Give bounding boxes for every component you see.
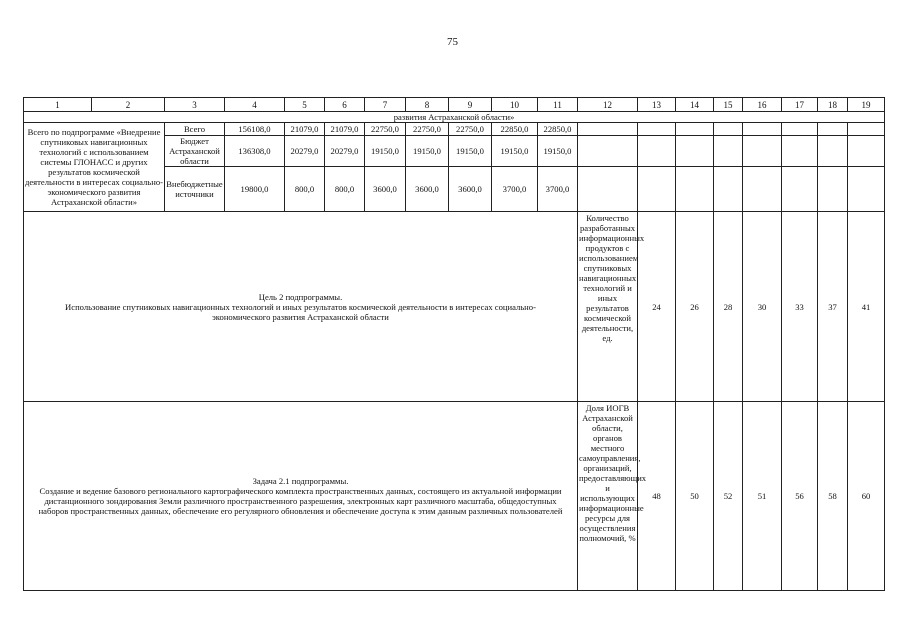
subprogram-title-row: [24, 112, 885, 123]
task-value: 56: [782, 402, 818, 591]
column-number: 19: [848, 98, 885, 112]
funding-value: 3700,0: [492, 167, 538, 212]
empty-cell: [848, 136, 885, 167]
empty-cell: [638, 123, 676, 136]
task-value: 58: [818, 402, 848, 591]
empty-cell: [848, 123, 885, 136]
goal-text: Использование спутниковых навигационных технологий и иных результатов космической деятельности в интересах социально-экономического развития Астраханской области: [65, 301, 536, 322]
empty-cell: [578, 123, 638, 136]
funding-value: 3600,0: [365, 167, 406, 212]
column-number: 12: [578, 98, 638, 112]
empty-cell: [782, 136, 818, 167]
funding-source: Внебюджетные источники: [165, 167, 225, 212]
funding-value: 19150,0: [492, 136, 538, 167]
column-number: 2: [92, 98, 165, 112]
goal-cell: [24, 212, 578, 402]
empty-cell: [848, 167, 885, 212]
empty-cell: [818, 167, 848, 212]
funding-value: 22750,0: [449, 123, 492, 136]
goal-value: 28: [714, 212, 743, 402]
empty-cell: [638, 136, 676, 167]
column-number: 9: [449, 98, 492, 112]
empty-cell: [818, 123, 848, 136]
empty-cell: [676, 123, 714, 136]
task-title: Задача 2.1 подпрограммы.: [252, 476, 349, 486]
funding-value: 136308,0: [225, 136, 285, 167]
page-number: 75: [447, 36, 458, 48]
column-number: 8: [406, 98, 449, 112]
task-value: 50: [676, 402, 714, 591]
goal-value: 37: [818, 212, 848, 402]
funding-value: 800,0: [285, 167, 325, 212]
column-number: 3: [165, 98, 225, 112]
funding-value: 3600,0: [449, 167, 492, 212]
subprogram-table: [23, 97, 885, 591]
empty-cell: [578, 136, 638, 167]
funding-value: 19150,0: [406, 136, 449, 167]
empty-cell: [818, 136, 848, 167]
column-number: 6: [325, 98, 365, 112]
task-value: 51: [743, 402, 782, 591]
column-number: 5: [285, 98, 325, 112]
column-number: 16: [743, 98, 782, 112]
column-number: 10: [492, 98, 538, 112]
goal-row: [24, 212, 885, 402]
goal-value: 24: [638, 212, 676, 402]
column-number: 1: [24, 98, 92, 112]
funding-source: Всего: [165, 123, 225, 136]
funding-value: 22850,0: [538, 123, 578, 136]
empty-cell: [782, 123, 818, 136]
funding-value: 22750,0: [365, 123, 406, 136]
task-value: 52: [714, 402, 743, 591]
empty-cell: [743, 136, 782, 167]
column-number: 13: [638, 98, 676, 112]
funding-value: 156108,0: [225, 123, 285, 136]
empty-cell: [578, 167, 638, 212]
column-number: 4: [225, 98, 285, 112]
empty-cell: [743, 167, 782, 212]
funding-value: 19800,0: [225, 167, 285, 212]
empty-cell: [714, 123, 743, 136]
goal-value: 30: [743, 212, 782, 402]
empty-cell: [714, 136, 743, 167]
column-number: 7: [365, 98, 406, 112]
empty-cell: [676, 167, 714, 212]
task-value: 60: [848, 402, 885, 591]
funding-value: 21079,0: [285, 123, 325, 136]
task-text: Создание и ведение базового регионального картографического комплекта пространственных данных, состоящего из актуальной информации дистанционного зондирования Земли различного пространственного разрешения, электронных карт различного масштаба, общедоступных наборов пространственных данных, обеспечение его регулярного обновления и обеспечение доступа к этим данным различных пользователей: [38, 486, 563, 516]
total-row-all: [24, 123, 885, 136]
empty-cell: [714, 167, 743, 212]
empty-cell: [638, 167, 676, 212]
goal-title: Цель 2 подпрограммы.: [258, 291, 343, 302]
funding-value: 800,0: [325, 167, 365, 212]
task-row: [24, 402, 885, 591]
total-description: Всего по подпрограмме «Внедрение спутниковых навигационных технологий с использованием системы ГЛОНАСС и других результатов космической деятельности в интересах социально-экономического развития Астраханской области»: [24, 123, 165, 212]
task-indicator: Доля ИОГВ Астраханской области, органов местного самоуправления, организаций, предоставляющих и использующих информационные ресурсы для осуществления полномочий, %: [578, 402, 638, 591]
funding-value: 20279,0: [285, 136, 325, 167]
funding-value: 3600,0: [406, 167, 449, 212]
funding-source: Бюджет Астраханской области: [165, 136, 225, 167]
goal-value: 26: [676, 212, 714, 402]
task-cell: [24, 402, 578, 591]
column-number: 14: [676, 98, 714, 112]
funding-value: 19150,0: [449, 136, 492, 167]
empty-cell: [676, 136, 714, 167]
column-number: 11: [538, 98, 578, 112]
column-number: 17: [782, 98, 818, 112]
task-value: 48: [638, 402, 676, 591]
funding-value: 22850,0: [492, 123, 538, 136]
goal-indicator: Количество разработанных информационных продуктов с использованием спутниковых навигационных технологий и иных результатов космической деятельности, ед.: [578, 212, 638, 402]
funding-value: 19150,0: [365, 136, 406, 167]
funding-value: 3700,0: [538, 167, 578, 212]
goal-value: 33: [782, 212, 818, 402]
subprogram-title: развития Астраханской области»: [24, 112, 885, 123]
column-number: 18: [818, 98, 848, 112]
funding-value: 20279,0: [325, 136, 365, 167]
empty-cell: [782, 167, 818, 212]
funding-value: 19150,0: [538, 136, 578, 167]
goal-value: 41: [848, 212, 885, 402]
column-numbers-row: [24, 98, 885, 112]
column-number: 15: [714, 98, 743, 112]
funding-value: 21079,0: [325, 123, 365, 136]
empty-cell: [743, 123, 782, 136]
funding-value: 22750,0: [406, 123, 449, 136]
